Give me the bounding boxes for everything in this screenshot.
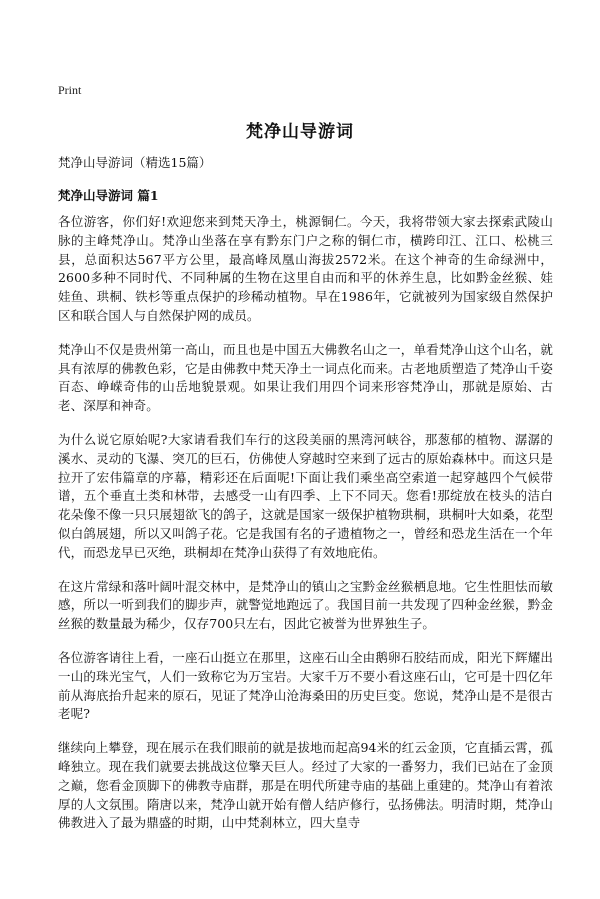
print-label: Print — [58, 83, 82, 97]
section-heading: 梵净山导游词 篇1 — [58, 188, 159, 203]
paragraph-1: 各位游客，你们好!欢迎您来到梵天净土，桃源铜仁。今天，我将带领大家去探索武陵山脉的主峰梵净山。梵净山坐落在享有黔东门户之称的铜仁市，横跨印江、江口、松桃三县，总面积达567平方公里，最高峰凤凰山海拔2572米。在这个神奇的生命绿洲中，2600多种不同时代、不同种属的生物在这里自由而和平的休养生息，比如黔金丝猴、娃娃鱼、珙桐、铁杉等重点保护的珍稀动植物。早在1986年，它就被列为国家级自然保护区和联合国人与自然保护网的成员。 — [58, 214, 553, 323]
paragraph-5: 各位游客请往上看，一座石山挺立在那里，这座石山全由鹅卵石胶结而成，阳光下辉耀出一山的珠光宝气，人们一致称它为万宝岩。大家千万不要小看这座石山，它可是十四亿年前从海底抬升起来的原石，见证了梵净山沧海桑田的历史巨变。您说，梵净山是不是很古老呢? — [58, 649, 553, 722]
paragraph-6: 继续向上攀登，现在展示在我们眼前的就是拔地而起高94米的红云金顶，它直插云霄，孤峰独立。现在我们就要去挑战这位擎天巨人。经过了大家的一番努力，我们已站在了金顶之巅，您看金顶脚下的佛教寺庙群，那是在明代所建寺庙的基础上重建的。梵净山有着浓厚的人文氛围。隋唐以来，梵净山就开始有僧人结庐修行，弘扬佛法。明清时期，梵净山佛教进入了最为鼎盛的时期，山中梵刹林立，四大皇寺 — [58, 740, 553, 831]
page-title: 梵净山导游词 — [246, 122, 354, 142]
article-body — [58, 213, 553, 848]
paragraph-2: 梵净山不仅是贵州第一高山，而且也是中国五大佛教名山之一，单看梵净山这个山名，就具有浓厚的佛教色彩，它是由佛教中梵天净土一词点化而来。古老地质塑造了梵净山千姿百态、峥嵘奇伟的山岳地貌景观。如果让我们用四个词来形容梵净山，那就是原始、古老、深厚和神奇。 — [58, 341, 553, 414]
document-subtitle: 梵净山导游词（精选15篇） — [58, 155, 212, 170]
paragraph-3: 为什么说它原始呢?大家请看我们车行的这段美丽的黑湾河峡谷，那葱郁的植物、潺潺的溪水、灵动的飞瀑、突兀的巨石，仿佛使人穿越时空来到了远古的原始森林中。而这只是拉开了宏伟篇章的序幕，精彩还在后面呢!下面让我们乘坐高空索道一起穿越四个气候带谱，五个垂直土类和林带，去感受一山有四季、上下不同天。您看!那绽放在枝头的洁白花朵像不像一只只展翅欲飞的鸽子，这就是国家一级保护植物珙桐，珙桐叶大如桑，花型似白鸽展翅，所以又叫鸽子花。它是我国有名的孑遗植物之一，曾经和恐龙生活在一个年代，而恐龙早已灭绝，珙桐却在梵净山获得了有效地庇佑。 — [58, 431, 553, 560]
paragraph-4: 在这片常绿和落叶阔叶混交林中，是梵净山的镇山之宝黔金丝猴栖息地。它生性胆怯而敏感，所以一听到我们的脚步声，就警觉地跑远了。我国目前一共发现了四种金丝猴，黔金丝猴的数量最为稀少，仅存700只左右，因此它被誉为世界独生子。 — [58, 578, 553, 632]
